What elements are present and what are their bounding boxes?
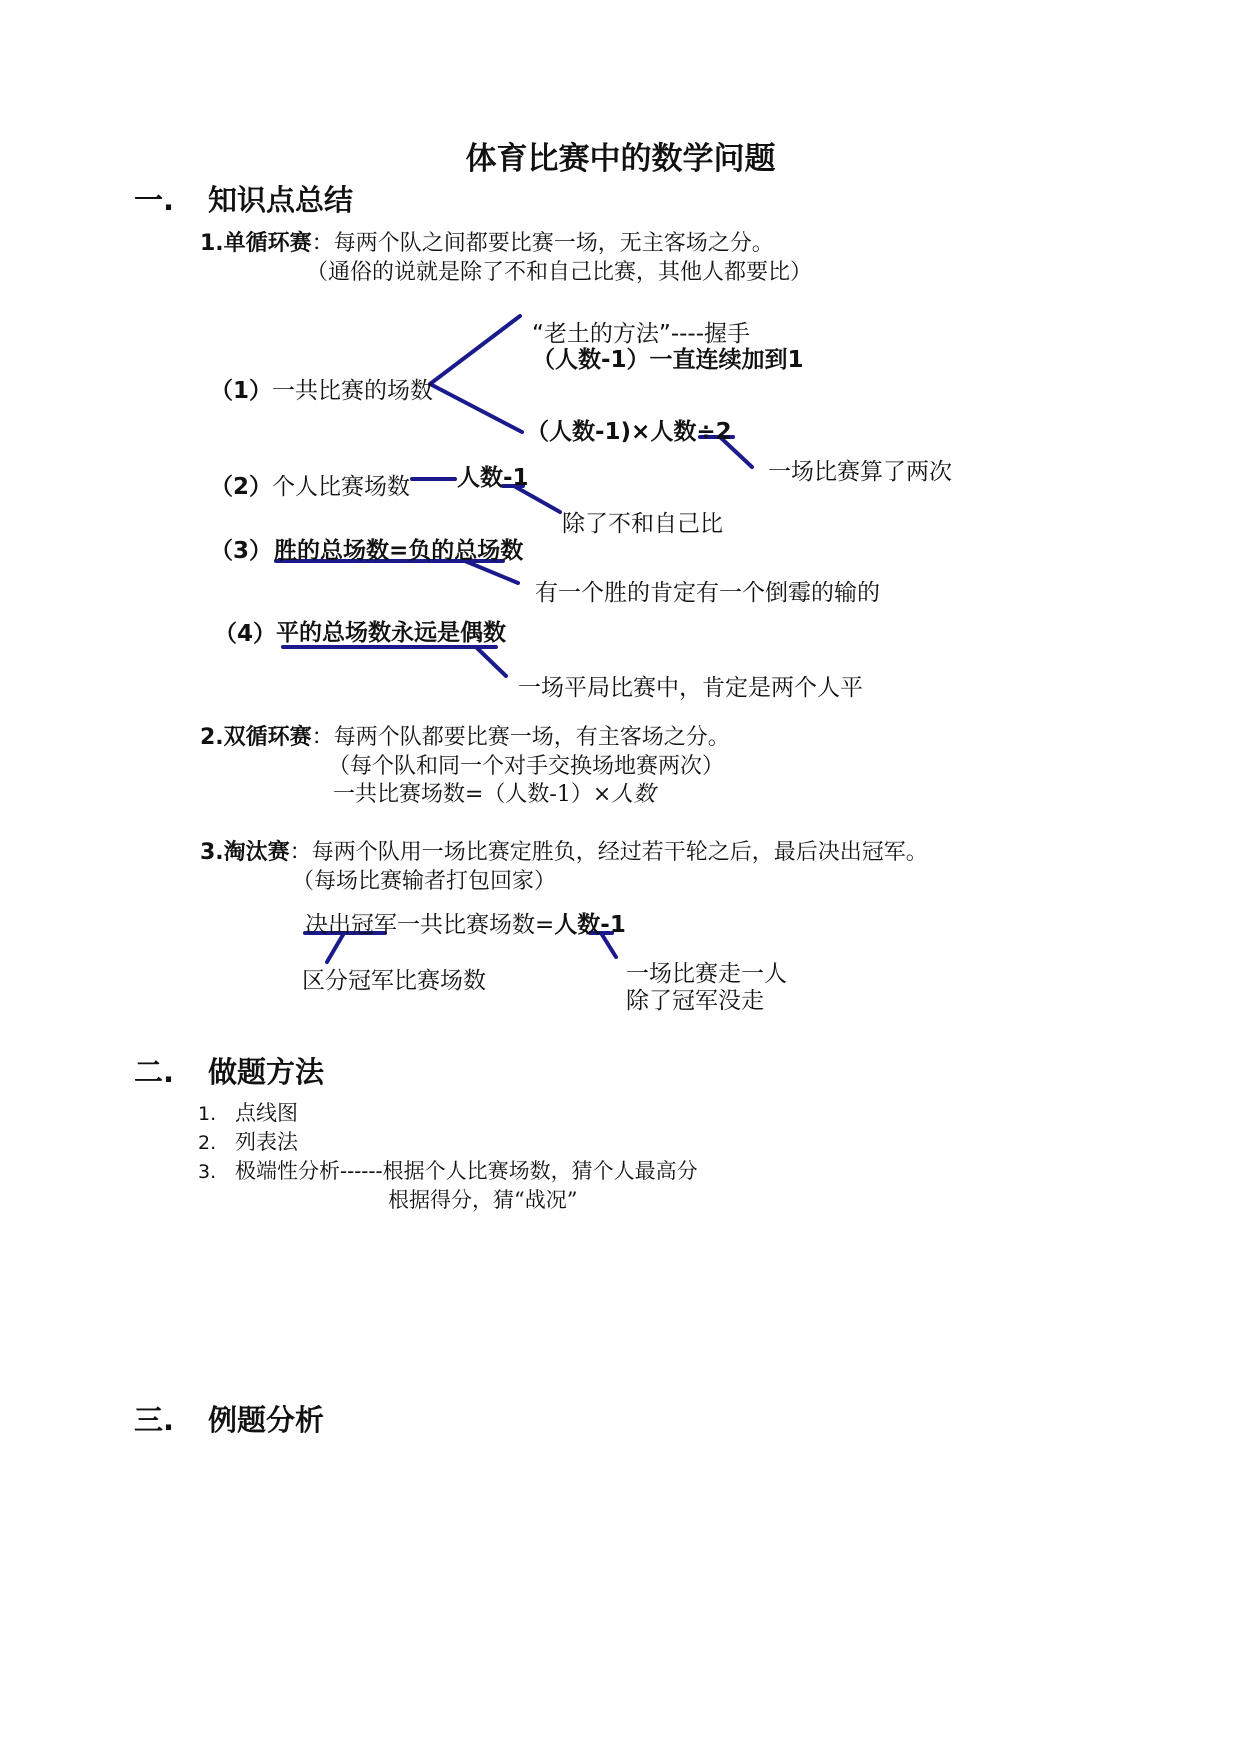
colon: ：	[311, 725, 334, 750]
list-number: 2.	[198, 1132, 217, 1154]
formula-part-italic: ×人数	[592, 782, 656, 807]
knockout-note: （每场比赛输者打包回家）	[292, 869, 557, 894]
double-round-robin-note: （每个队和同一个对手交换场地赛两次）	[328, 754, 725, 779]
item1-text: 一共比赛的场数	[272, 378, 433, 404]
list-number: 3.	[198, 1161, 217, 1183]
double-round-robin-formula	[333, 777, 655, 808]
knockout-note-right-2: 除了冠军没走	[626, 988, 764, 1014]
item4-note: 一场平局比赛中，肯定是两个人平	[518, 675, 863, 701]
branch-line-top	[430, 316, 520, 384]
list-text: 点线图	[235, 1101, 298, 1125]
section-heading-2	[134, 1050, 324, 1091]
term-label: 2.双循环赛	[200, 725, 312, 750]
term-desc: 每两个队都要比赛一场，有主客场之分。	[333, 725, 730, 750]
knockout-diagram-formula	[305, 906, 626, 939]
section-title: 例题分析	[208, 1403, 325, 1437]
branch-top-line2: （人数-1）一直连续加到1	[532, 347, 804, 373]
term-desc: 每两个队用一场比赛定胜负，经过若干轮之后，最后决出冠军。	[311, 840, 928, 865]
section-number: 一.	[134, 183, 175, 217]
term-desc: 每两个队之间都要比赛一场，无主客场之分。	[333, 231, 774, 256]
section-heading-3	[134, 1398, 324, 1439]
list-text: 列表法	[235, 1130, 298, 1154]
formula-part: 一共比赛场数=（人数-1）	[333, 782, 593, 807]
section-title: 做题方法	[208, 1055, 325, 1089]
branch-bottom-note: 一场比赛算了两次	[768, 459, 952, 485]
knockout-note-left: 区分冠军比赛场数	[302, 968, 486, 994]
section-title: 知识点总结	[208, 183, 354, 217]
list-number: 1.	[198, 1103, 217, 1125]
knockout-note-right-1: 一场比赛走一人	[626, 961, 787, 987]
single-round-robin-note: （通俗的说就是除了不和自己比赛，其他人都要比）	[306, 260, 813, 285]
list-text: 极端性分析------根据个人比赛场数，猜个人最高分	[235, 1159, 698, 1183]
knockout-formula-bold: 人数-1	[554, 912, 626, 938]
item1-number: （1）	[210, 378, 273, 404]
branch-top-line1: “老土的方法”----握手	[532, 321, 751, 347]
colon: ：	[289, 840, 312, 865]
item3-note: 有一个胜的肯定有一个倒霉的输的	[535, 580, 880, 606]
branch-bottom-formula: （人数-1)×人数÷2	[526, 419, 732, 445]
item4-number: （4）	[214, 621, 277, 647]
item4-text: 平的总场数永远是偶数	[276, 620, 506, 646]
colon: ：	[311, 231, 334, 256]
item3-number: （3）	[210, 538, 273, 564]
item3-text: 胜的总场数=负的总场数	[274, 538, 524, 564]
term-label: 3.淘汰赛	[200, 840, 290, 865]
branch-line-bottom	[430, 384, 522, 432]
list-item	[198, 1097, 298, 1127]
section-number: 二.	[134, 1055, 175, 1089]
item2-formula: 人数-1	[457, 465, 529, 491]
item2-number: （2）	[210, 474, 273, 500]
list-item	[198, 1155, 698, 1185]
term-label: 1.单循环赛	[200, 231, 312, 256]
item2-text: 个人比赛场数	[272, 474, 410, 500]
list-item-continuation: 根据得分，猜“战况”	[388, 1188, 578, 1212]
section-number: 三.	[134, 1403, 175, 1437]
knockout-line	[200, 835, 928, 866]
item2-note: 除了不和自己比	[562, 511, 723, 537]
list-item	[198, 1126, 298, 1156]
page-title: 体育比赛中的数学问题	[465, 141, 776, 177]
pointer-item4	[476, 647, 506, 676]
knockout-formula-text: 决出冠军一共比赛场数=	[305, 912, 555, 938]
double-round-robin-line	[200, 720, 730, 751]
